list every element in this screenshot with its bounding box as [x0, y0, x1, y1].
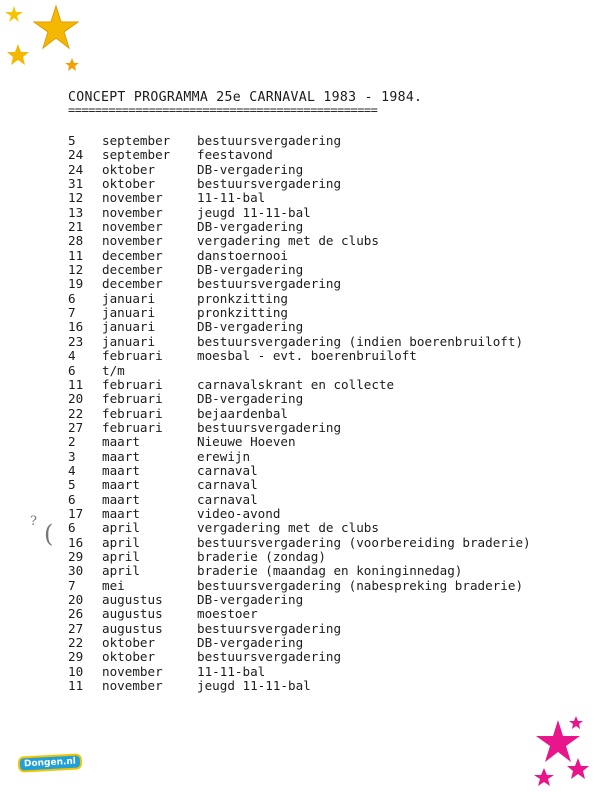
schedule-list: [68, 134, 588, 693]
schedule-day: 31: [68, 176, 84, 192]
star-icon: [34, 6, 78, 48]
schedule-month: november: [102, 190, 163, 206]
schedule-row: [68, 349, 588, 363]
schedule-day: 7: [68, 305, 76, 321]
schedule-month: april: [102, 548, 140, 564]
schedule-event: DB-vergadering: [197, 319, 304, 335]
schedule-row: [68, 550, 588, 564]
schedule-month: februari: [102, 405, 163, 421]
schedule-row: [68, 450, 588, 464]
schedule-event: vergadering met de clubs: [197, 520, 379, 536]
schedule-row: [68, 306, 588, 320]
schedule-month: oktober: [102, 161, 156, 177]
schedule-event: 11-11-bal: [197, 190, 266, 206]
schedule-month: oktober: [102, 649, 156, 665]
schedule-month: november: [102, 678, 163, 694]
schedule-event: feestavond: [197, 147, 273, 163]
schedule-row: [68, 650, 588, 664]
schedule-day: 11: [68, 376, 84, 392]
schedule-day: 28: [68, 233, 84, 249]
schedule-day: 27: [68, 620, 84, 636]
schedule-day: 12: [68, 262, 84, 278]
schedule-month: t/m: [102, 362, 125, 378]
schedule-event: pronkzitting: [197, 305, 288, 321]
schedule-month: maart: [102, 462, 140, 478]
schedule-month: december: [102, 262, 163, 278]
schedule-event: braderie (maandag en koninginnedag): [197, 563, 463, 579]
schedule-day: 20: [68, 592, 84, 607]
schedule-row: [68, 421, 588, 435]
schedule-day: 11: [68, 247, 84, 263]
schedule-day: 29: [68, 649, 84, 665]
schedule-event: jeugd 11-11-bal: [197, 204, 311, 220]
schedule-day: 17: [68, 505, 84, 521]
schedule-day: 13: [68, 204, 84, 220]
schedule-month: januari: [102, 290, 156, 306]
schedule-day: 2: [68, 434, 76, 450]
schedule-row: [68, 206, 588, 220]
schedule-row: [68, 263, 588, 277]
schedule-month: januari: [102, 333, 156, 349]
schedule-month: november: [102, 663, 163, 679]
margin-bracket: (: [44, 520, 54, 548]
schedule-event: bestuursvergadering: [197, 649, 342, 665]
schedule-row: [68, 464, 588, 478]
schedule-day: 10: [68, 663, 84, 679]
schedule-row: [68, 636, 588, 650]
schedule-event: jeugd 11-11-bal: [197, 678, 311, 694]
schedule-day: 19: [68, 276, 84, 292]
schedule-row: [68, 493, 588, 507]
schedule-event: pronkzitting: [197, 290, 288, 306]
schedule-day: 23: [68, 333, 84, 349]
schedule-event: DB-vergadering: [197, 391, 304, 407]
schedule-event: danstoernooi: [197, 247, 288, 263]
schedule-row: [68, 392, 588, 406]
schedule-event: bestuursvergadering: [197, 276, 342, 292]
schedule-month: mei: [102, 577, 125, 593]
schedule-row: [68, 148, 588, 162]
schedule-day: 7: [68, 577, 76, 593]
schedule-event: bestuursvergadering (indien boerenbruiloft): [197, 333, 524, 349]
schedule-row: [68, 593, 588, 607]
schedule-day: 5: [68, 133, 76, 148]
star-icon: [65, 58, 79, 71]
schedule-row: [68, 521, 588, 535]
schedule-row: [68, 249, 588, 263]
schedule-row: [68, 163, 588, 177]
schedule-row: [68, 536, 588, 550]
schedule-day: 3: [68, 448, 76, 464]
schedule-event: moesbal - evt. boerenbruiloft: [197, 348, 417, 364]
schedule-event: bestuursvergadering: [197, 620, 342, 636]
schedule-row: [68, 177, 588, 191]
schedule-day: 6: [68, 362, 76, 378]
schedule-event: bestuursvergadering (nabespreking braderie): [197, 577, 524, 593]
schedule-month: maart: [102, 505, 140, 521]
schedule-event: vergadering met de clubs: [197, 233, 379, 249]
schedule-event: DB-vergadering: [197, 161, 304, 177]
schedule-day: 12: [68, 190, 84, 206]
schedule-row: [68, 320, 588, 334]
schedule-row: [68, 665, 588, 679]
margin-mark: ?: [30, 514, 37, 529]
schedule-month: februari: [102, 348, 163, 364]
schedule-month: december: [102, 276, 163, 292]
schedule-row: [68, 378, 588, 392]
schedule-event: bejaardenbal: [197, 405, 288, 421]
schedule-month: februari: [102, 376, 163, 392]
schedule-row: [68, 407, 588, 421]
schedule-row: [68, 220, 588, 234]
schedule-day: 22: [68, 405, 84, 421]
schedule-day: 22: [68, 635, 84, 651]
schedule-row: [68, 335, 588, 349]
title-underline: ==============================================: [68, 103, 378, 117]
schedule-month: november: [102, 204, 163, 220]
schedule-event: DB-vergadering: [197, 635, 304, 651]
schedule-row: [68, 364, 588, 378]
schedule-event: carnavalskrant en collecte: [197, 376, 395, 392]
schedule-event: video-avond: [197, 505, 281, 521]
schedule-row: [68, 607, 588, 621]
schedule-day: 11: [68, 678, 84, 694]
schedule-row: [68, 622, 588, 636]
schedule-day: 30: [68, 563, 84, 579]
schedule-event: DB-vergadering: [197, 219, 304, 235]
document-title: CONCEPT PROGRAMMA 25e CARNAVAL 1983 - 1984.: [68, 90, 423, 105]
schedule-row: [68, 292, 588, 306]
site-logo: Dongen.nl: [18, 753, 83, 772]
schedule-month: december: [102, 247, 163, 263]
star-decoration-bottom: [520, 712, 595, 794]
schedule-day: 26: [68, 606, 84, 622]
schedule-event: Nieuwe Hoeven: [197, 434, 296, 450]
schedule-day: 5: [68, 477, 76, 493]
star-icon: [5, 6, 23, 22]
schedule-event: carnaval: [197, 491, 258, 507]
schedule-row: [68, 507, 588, 521]
schedule-event: bestuursvergadering: [197, 419, 342, 435]
schedule-event: braderie (zondag): [197, 548, 326, 564]
schedule-event: bestuursvergadering: [197, 133, 342, 148]
schedule-event: erewijn: [197, 448, 251, 464]
schedule-month: maart: [102, 477, 140, 493]
schedule-month: oktober: [102, 176, 156, 192]
schedule-event: DB-vergadering: [197, 262, 304, 278]
schedule-day: 6: [68, 491, 76, 507]
schedule-day: 24: [68, 147, 84, 163]
schedule-row: [68, 234, 588, 248]
schedule-month: november: [102, 219, 163, 235]
schedule-month: april: [102, 563, 140, 579]
schedule-row: [68, 579, 588, 593]
schedule-row: [68, 564, 588, 578]
schedule-month: augustus: [102, 592, 163, 607]
schedule-row: [68, 134, 588, 148]
schedule-month: november: [102, 233, 163, 249]
schedule-day: 4: [68, 348, 76, 364]
schedule-month: augustus: [102, 606, 163, 622]
schedule-month: oktober: [102, 635, 156, 651]
schedule-event: DB-vergadering: [197, 592, 304, 607]
star-icon: [534, 768, 554, 786]
schedule-month: augustus: [102, 620, 163, 636]
schedule-month: februari: [102, 419, 163, 435]
schedule-month: april: [102, 520, 140, 536]
schedule-row: [68, 277, 588, 291]
schedule-day: 21: [68, 219, 84, 235]
schedule-event: 11-11-bal: [197, 663, 266, 679]
schedule-day: 24: [68, 161, 84, 177]
schedule-day: 6: [68, 290, 76, 306]
schedule-month: maart: [102, 434, 140, 450]
schedule-event: carnaval: [197, 462, 258, 478]
schedule-row: [68, 679, 588, 693]
schedule-day: 4: [68, 462, 76, 478]
schedule-month: januari: [102, 319, 156, 335]
schedule-month: april: [102, 534, 140, 550]
schedule-month: maart: [102, 491, 140, 507]
schedule-month: maart: [102, 448, 140, 464]
schedule-row: [68, 435, 588, 449]
star-decoration-top: [0, 0, 95, 80]
star-icon: [7, 44, 29, 65]
schedule-month: februari: [102, 391, 163, 407]
schedule-month: januari: [102, 305, 156, 321]
schedule-month: september: [102, 133, 171, 148]
schedule-row: [68, 478, 588, 492]
schedule-event: moestoer: [197, 606, 258, 622]
schedule-month: september: [102, 147, 171, 163]
schedule-day: 6: [68, 520, 76, 536]
schedule-row: [68, 191, 588, 205]
schedule-day: 27: [68, 419, 84, 435]
schedule-day: 20: [68, 391, 84, 407]
schedule-event: bestuursvergadering: [197, 176, 342, 192]
schedule-day: 29: [68, 548, 84, 564]
schedule-event: bestuursvergadering (voorbereiding braderie): [197, 534, 531, 550]
schedule-event: carnaval: [197, 477, 258, 493]
star-icon: [569, 716, 583, 729]
schedule-day: 16: [68, 319, 84, 335]
schedule-day: 16: [68, 534, 84, 550]
